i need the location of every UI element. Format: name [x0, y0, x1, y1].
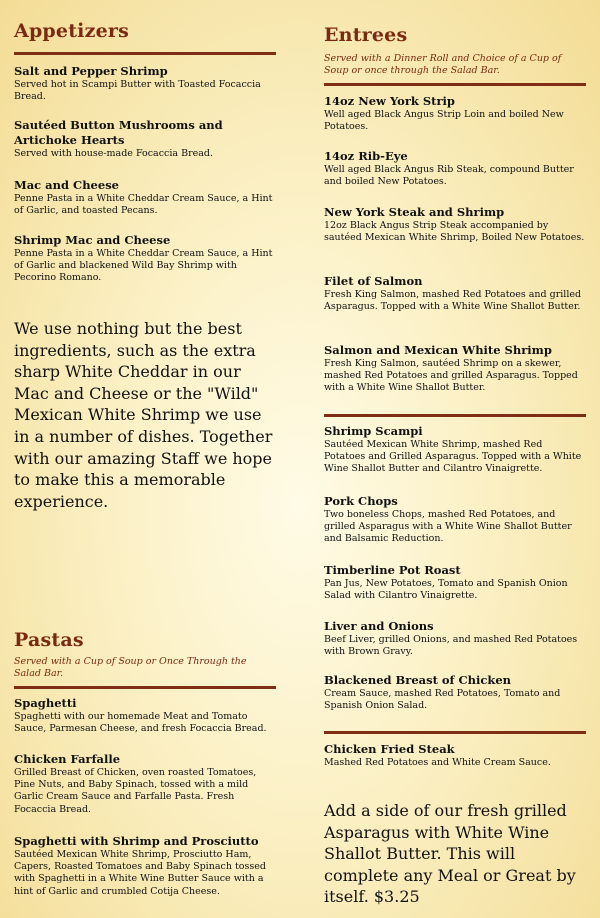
item-desc: Spaghetti with our homemade Meat and Tomato Sauce, Parmesan Cheese, and fresh Focaccia Bread.	[14, 711, 267, 735]
appetizer-item	[14, 178, 276, 217]
entrees-divider	[324, 414, 586, 417]
item-name: Salt and Pepper Shrimp	[14, 64, 168, 78]
item-desc: Sautéed Mexican White Shrimp, mashed Red Potatoes and Grilled Asparagus. Topped with a White Wine Shallot Butter and Cilantro Vinaigrette.	[324, 439, 582, 475]
item-desc: Two boneless Chops, mashed Red Potatoes, and grilled Asparagus with a White Wine Shallot Butter and Balsamic Reduction.	[324, 509, 572, 545]
entrees-divider	[324, 731, 586, 734]
asparagus-promo-text: Add a side of our fresh grilled Asparagus with White Wine Shallot Butter. This will complete any Meal or Great by itself. $3.25	[324, 801, 576, 907]
entree-item	[324, 343, 586, 395]
item-name: Shrimp Scampi	[324, 424, 423, 438]
appetizer-item	[14, 233, 276, 285]
entrees-rule	[324, 83, 586, 86]
pasta-item	[14, 696, 276, 735]
entree-item	[324, 94, 586, 133]
item-desc: Fresh King Salmon, mashed Red Potatoes and grilled Asparagus. Topped with a White Wine Shallot Butter.	[324, 289, 582, 313]
item-name: Blackened Breast of Chicken	[324, 673, 512, 687]
entree-item	[324, 274, 586, 313]
appetizers-title: Appetizers	[14, 20, 129, 42]
item-name: Salmon and Mexican White Shrimp	[324, 343, 552, 357]
item-desc: 12oz Black Angus Strip Steak accompanied by sautéed Mexican White Shrimp, Boiled New Potatoes.	[324, 220, 585, 244]
entrees-subtitle: Served with a Dinner Roll and Choice of a Cup of Soup or once through the Salad Bar.	[324, 53, 562, 76]
item-desc: Penne Pasta in a White Cheddar Cream Sauce, a Hint of Garlic, and toasted Pecans.	[14, 193, 273, 217]
item-name: Chicken Farfalle	[14, 752, 121, 766]
item-desc: Penne Pasta in a White Cheddar Cream Sauce, a Hint of Garlic and blackened Wild Bay Shrimp with Pecorino Romano.	[14, 248, 273, 284]
item-name: 14oz New York Strip	[324, 94, 455, 108]
item-desc: Beef Liver, grilled Onions, and mashed Red Potatoes with Brown Gravy.	[324, 634, 578, 658]
appetizer-item	[14, 118, 276, 160]
pasta-item	[14, 752, 276, 816]
entree-item	[324, 149, 586, 188]
item-name: Chicken Fried Steak	[324, 742, 455, 756]
entrees-title: Entrees	[324, 24, 408, 46]
item-name: 14oz Rib-Eye	[324, 149, 408, 163]
appetizers-rule	[14, 52, 276, 55]
pasta-item	[14, 834, 276, 898]
item-desc: Mashed Red Potatoes and White Cream Sauce.	[324, 757, 551, 768]
item-desc: Served hot in Scampi Butter with Toasted Focaccia Bread.	[14, 79, 261, 103]
item-name: Shrimp Mac and Cheese	[14, 233, 171, 247]
item-name: Spaghetti with Shrimp and Prosciutto	[14, 834, 259, 848]
item-name: Mac and Cheese	[14, 178, 119, 192]
item-desc: Pan Jus, New Potatoes, Tomato and Spanish Onion Salad with Cilantro Vinaigrette.	[324, 578, 568, 602]
item-name: Filet of Salmon	[324, 274, 423, 288]
quality-promo-text: We use nothing but the best ingredients, such as the extra sharp White Cheddar in our Mac and Cheese or the "Wild" Mexican White Shrimp we use in a number of dishes. Together with our amazing Staff we hope to make this a memorable experience.	[14, 319, 273, 511]
pastas-subtitle: Served with a Cup of Soup or Once Through the Salad Bar.	[14, 656, 247, 679]
item-name: Liver and Onions	[324, 619, 434, 633]
entree-item	[324, 494, 586, 546]
item-desc: Served with house-made Focaccia Bread.	[14, 148, 213, 159]
appetizer-item	[14, 64, 276, 103]
item-desc: Fresh King Salmon, sautéed Shrimp on a skewer, mashed Red Potatoes and grilled Asparagus. Topped with a White Wine Shallot Butter.	[324, 358, 578, 394]
pastas-rule	[14, 686, 276, 689]
item-name: Sautéed Button Mushrooms and Artichoke Hearts	[14, 118, 223, 147]
entree-item	[324, 424, 586, 476]
item-name: New York Steak and Shrimp	[324, 205, 505, 219]
entree-item	[324, 563, 586, 602]
item-name: Spaghetti	[14, 696, 77, 710]
item-desc: Sautéed Mexican White Shrimp, Prosciutto Ham, Capers, Roasted Tomatoes and Baby Spinach tossed with Spaghetti in a White Wine Butter Sauce with a hint of Garlic and crumbled Cotija Cheese.	[14, 849, 266, 897]
entree-item	[324, 742, 586, 769]
pastas-title: Pastas	[14, 629, 84, 651]
item-desc: Grilled Breast of Chicken, oven roasted Tomatoes, Pine Nuts, and Baby Spinach, tossed with a mild Garlic Cream Sauce and Farfalle Pasta. Fresh Focaccia Bread.	[14, 767, 257, 815]
entree-item	[324, 673, 586, 712]
item-desc: Well aged Black Angus Rib Steak, compound Butter and boiled New Potatoes.	[324, 164, 574, 188]
entree-item	[324, 619, 586, 658]
item-desc: Cream Sauce, mashed Red Potatoes, Tomato and Spanish Onion Salad.	[324, 688, 561, 712]
entree-item	[324, 205, 586, 244]
item-desc: Well aged Black Angus Strip Loin and boiled New Potatoes.	[324, 109, 564, 133]
item-name: Timberline Pot Roast	[324, 563, 461, 577]
item-name: Pork Chops	[324, 494, 398, 508]
